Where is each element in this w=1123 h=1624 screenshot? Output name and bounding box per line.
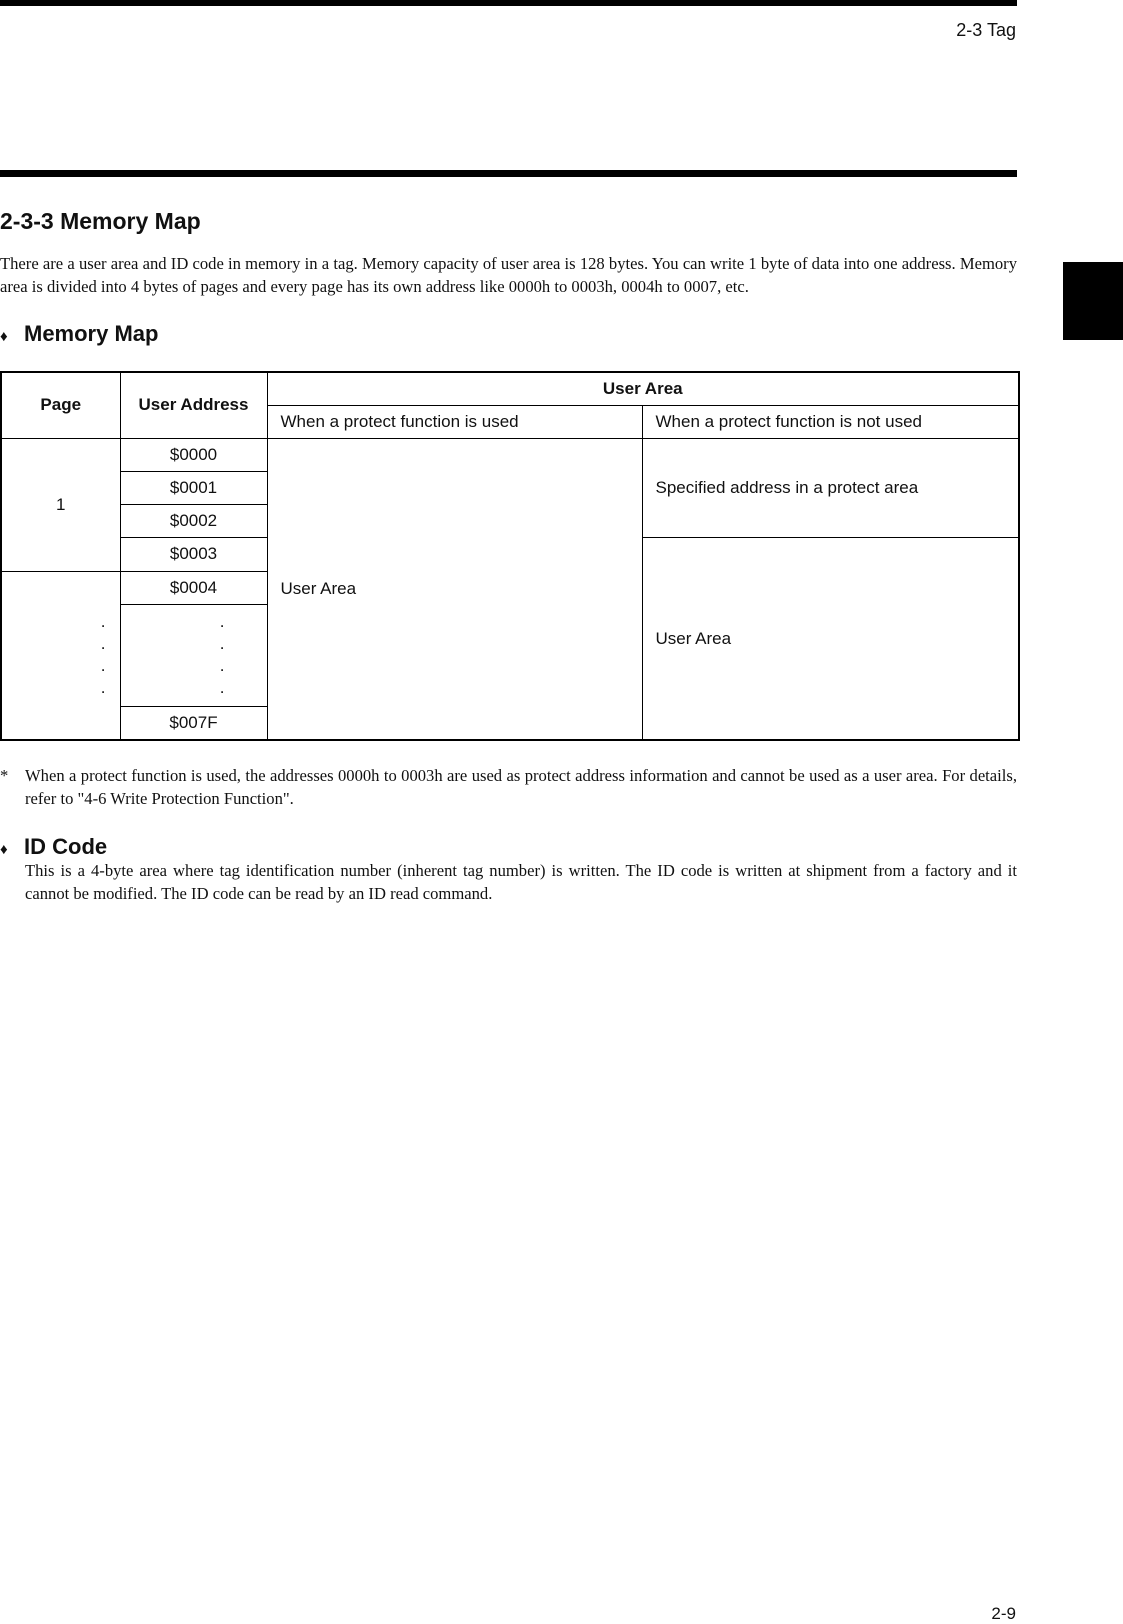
address-cell: $0000 [120,438,267,471]
address-cell: $0001 [120,472,267,505]
top-rule [0,0,1017,6]
address-cell-last: $007F [120,707,267,740]
running-header: 2-3 Tag [956,20,1016,40]
page-number: 2-9 [991,1604,1016,1623]
user-area-protect-used: User Area [267,438,642,740]
header-page: Page [1,372,120,438]
address-ellipsis: . . . . [120,604,267,707]
footnote [0,764,1017,810]
page-1-cell: 1 [1,438,120,571]
address-cell: $0004 [120,571,267,604]
diamond-bullet-icon: ♦ [0,841,8,858]
chapter-thumb-tab [1063,262,1123,340]
page-ellipsis: . . . . [1,571,120,740]
header-protect-used: When a protect function is used [267,405,642,438]
section-title: 2-3-3 Memory Map [0,208,201,234]
intro-paragraph: There are a user area and ID code in memory in a tag. Memory capacity of user area is 128 bytes. You can write 1 byte of data into one address. Memory area is divided into 4 bytes of pages and every page has its own address like 0000h to 0003h, 0004h to 0007, etc. [0,254,1017,296]
table-header-row [1,372,1019,405]
address-cell: $0002 [120,505,267,538]
id-code-heading-text: ID Code [24,834,108,859]
header-protect-not-used: When a protect function is not used [642,405,1019,438]
table-row [1,438,1019,471]
address-cell: $0003 [120,538,267,571]
id-code-paragraph: This is a 4-byte area where tag identification number (inherent tag number) is written. The ID code is written at shipment from a factory and it cannot be modified. The ID code can be read by an ID read command. [25,861,1017,903]
id-code-heading [0,834,107,860]
user-area-protect-not-used: User Area [642,538,1019,740]
diamond-bullet-icon: ♦ [0,328,8,345]
memory-map-table [0,371,1020,741]
memory-map-heading [0,321,158,347]
header-user-area: User Area [267,372,1019,405]
footnote-mark: * [0,766,9,785]
section-rule [0,170,1017,177]
memory-map-heading-text: Memory Map [24,321,159,346]
footnote-text: When a protect function is used, the addresses 0000h to 0003h are used as protect address information and cannot be used as a user area. For details, refer to "4-6 Write Protection Function". [25,766,1017,808]
specified-address-cell: Specified address in a protect area [642,438,1019,538]
header-user-address: User Address [120,372,267,438]
